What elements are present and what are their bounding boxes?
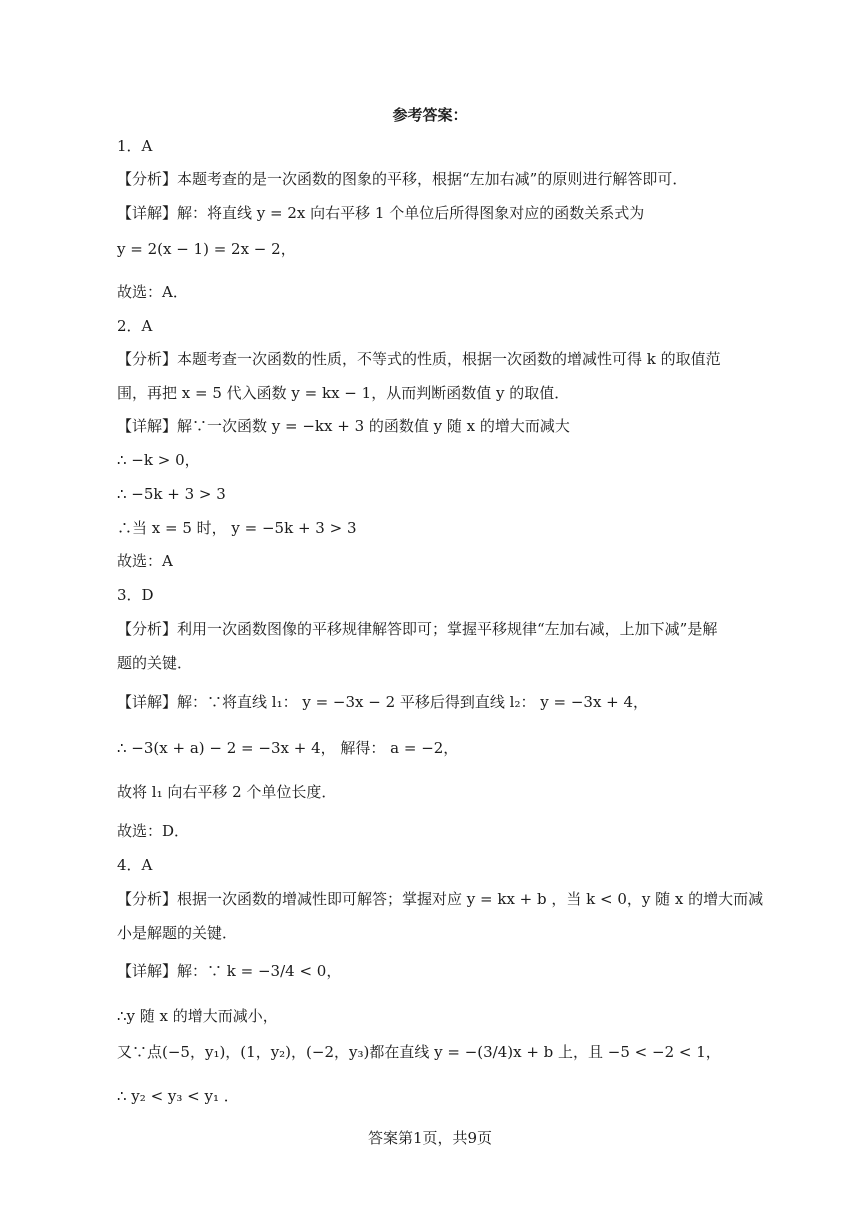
text-line: 【分析】本题考查一次函数的性质，不等式的性质，根据一次函数的增减性可得 k 的取值范 <box>117 350 721 368</box>
text-line: 2．A <box>117 317 153 335</box>
text-line: 【分析】本题考查的是一次函数的图象的平移，根据“左加右减”的原则进行解答即可． <box>117 170 688 188</box>
text-line: 【分析】根据一次函数的增减性即可解答；掌握对应 y = kx + b ，当 k < 0，y 随 x 的增大而减 <box>117 890 764 908</box>
text-line: 又∵点(−5，y₁)，(1，y₂)，(−2，y₃)都在直线 y = −(3/4)x + b 上，且 −5 < −2 < 1， <box>117 1043 721 1061</box>
text-line: ∴ −k > 0， <box>117 451 200 469</box>
text-line: ∴ −3(x + a) − 2 = −3x + 4， 解得： a = −2， <box>117 739 459 757</box>
text-line: 【详解】解：将直线 y = 2x 向右平移 1 个单位后所得图象对应的函数关系式为 <box>117 204 645 222</box>
text-line: 3．D <box>117 586 154 604</box>
text-line: 故选：D． <box>117 822 190 840</box>
page-footer: 答案第1页，共9页 <box>367 1129 493 1147</box>
page-title: 参考答案： <box>392 106 468 124</box>
text-line: 【详解】解：∵ k = −3/4 < 0， <box>117 962 342 980</box>
text-line: 4．A <box>117 856 153 874</box>
text-line: 【详解】解∵一次函数 y = −kx + 3 的函数值 y 随 x 的增大而减大 <box>117 417 570 435</box>
text-line: ∴ −5k + 3 > 3 <box>117 485 226 503</box>
text-line: 小是解题的关键． <box>117 924 238 942</box>
text-line: 故选：A <box>117 552 173 570</box>
text-line: 故将 l₁ 向右平移 2 个单位长度． <box>117 783 337 801</box>
text-line: 题的关键． <box>117 654 193 672</box>
text-line: y = 2(x − 1) = 2x − 2， <box>117 240 296 258</box>
text-line: 1．A <box>117 137 153 155</box>
text-line: 围，再把 x = 5 代入函数 y = kx − 1，从而判断函数值 y 的取值． <box>117 384 570 402</box>
text-line: 【分析】利用一次函数图像的平移规律解答即可；掌握平移规律“左加右减，上加下减”是解 <box>117 620 718 638</box>
text-line: ∴当 x = 5 时， y = −5k + 3 > 3 <box>117 519 357 537</box>
text-line: 【详解】解：∵将直线 l₁： y = −3x − 2 平移后得到直线 l₂： y = −3x + 4， <box>117 693 649 711</box>
text-line: 故选：A． <box>117 283 188 301</box>
text-line: ∴y 随 x 的增大而减小， <box>117 1007 278 1025</box>
text-line: ∴ y₂ < y₃ < y₁ ． <box>117 1087 239 1105</box>
